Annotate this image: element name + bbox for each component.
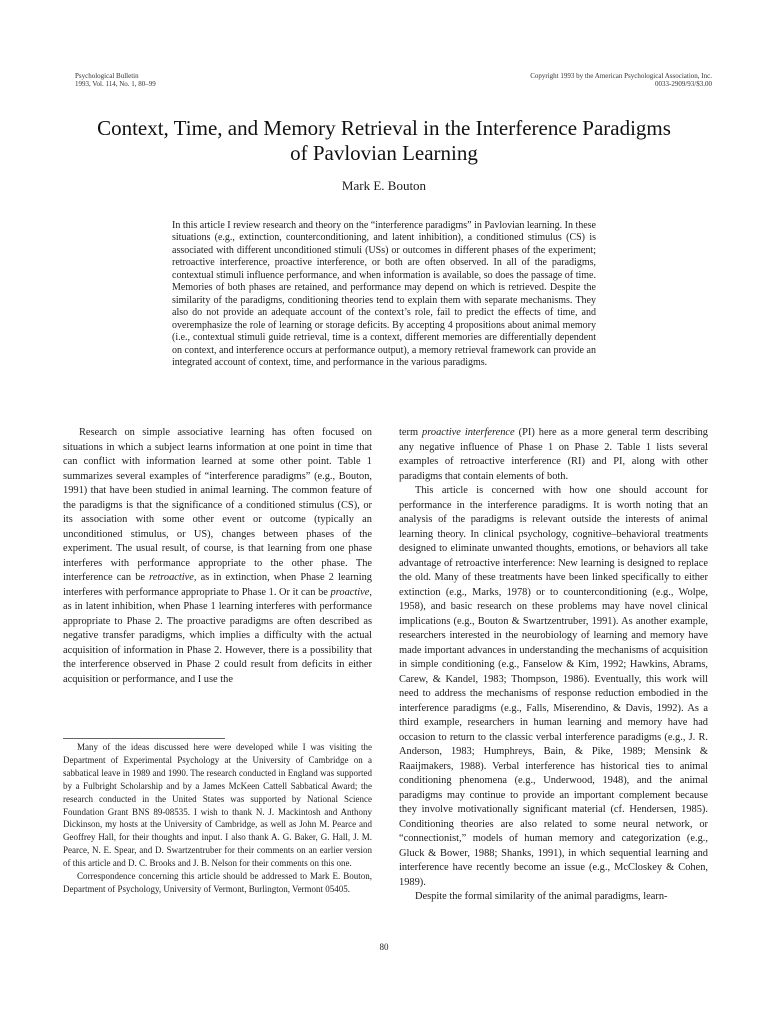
article-title <box>60 116 708 166</box>
text-run: Research on simple associative learning has often focused on situations in which a subject learns information at one point in time that can conflict with information learned at some other point. Table 1 summarizes several examples of “interference paradigms” (e.g., Bouton, 1991) that have been studied in animal learning. The common feature of the paradigms is that the significance of a conditioned stimulus (CS), or its association with some other event or outcome (typically an unconditioned stimulus, or US), changes between phases of the experiment. The usual result, of course, is that learning from one phase interferes with performance appropriate to the other phase. The interference can be <box>63 427 372 583</box>
journal-volume: 1993, Vol. 114, No. 1, 80–99 <box>75 80 156 88</box>
left-paragraph-1 <box>63 426 372 687</box>
italic-term: retroactive, <box>149 572 197 583</box>
text-run: as in extinction, when Phase 2 learning interferes with performance appropriate to Phase 1. Or it can be <box>63 572 372 598</box>
issn-line: 0033-2909/93/$3.00 <box>655 80 712 88</box>
left-column <box>63 426 372 687</box>
italic-term: proactive interference <box>422 427 515 438</box>
right-paragraph-1 <box>399 426 708 484</box>
footnote-divider <box>63 738 225 739</box>
journal-header <box>75 72 156 88</box>
footnote-correspondence: Correspondence concerning this article should be addressed to Mark E. Bouton, Department of Psychology, University of Vermont, Burlington, Vermont 05405. <box>63 871 372 894</box>
page-number: 80 <box>379 942 389 952</box>
copyright-header <box>530 72 712 88</box>
footnote <box>63 741 372 896</box>
right-paragraph-3: Despite the formal similarity of the animal paradigms, learn- <box>415 891 668 902</box>
title-line-1: Context, Time, and Memory Retrieval in the Interference Paradigms <box>97 116 671 140</box>
title-line-2: of Pavlovian Learning <box>290 141 478 165</box>
abstract: In this article I review research and theory on the “interference paradigms” in Pavlovian learning. In these situations (e.g., extinction, counterconditioning, and latent inhibition), a conditioned stimulus (CS) is associated with different unconditioned stimuli (USs) or outcomes in different phases of the experiment; retroactive interference, proactive interference, or both are often observed. In all of the paradigms, contextual stimuli influence performance, and when information is available, so does the passage of time. Memories of both phases are retained, and performance may depend on which is retrieved. Despite the similarity of the paradigms, conditioning theories tend to explain them with separate mechanisms. They also do not provide an adequate account of the context’s role, fail to predict the effects of time, and overemphasize the role of learning or storage deficits. By accepting 4 propositions about animal memory (i.e., contextual stimuli guide retrieval, time is a context, different memories are differentially dependent on context, and interference occurs at performance output), a memory retrieval framework can provide an integrated account of context, time, and performance in the various paradigms. <box>172 220 596 368</box>
footnote-acknowledgments: Many of the ideas discussed here were developed while I was visiting the Department of Experimental Psychology at the University of Cambridge on a sabbatical leave in 1989 and 1990. The research conducted in England was supported by a Fulbright Scholarship and by a James McKeen Cattell Sabbatical Award; the research conducted in the United States was supported by National Science Foundation Grant BNS 89-08535. I wish to thank N. J. Mackintosh and Anthony Dickinson, my hosts at the University of Cambridge, as well as John M. Pearce and Geoffrey Hall, for their thoughts and input. I also thank A. G. Baker, G. Hall, J. M. Pearce, N. E. Spear, and D. Swartzentruber for their comments on an earlier version of this article and D. C. Brooks and J. B. Nelson for their comments on this one. <box>63 742 372 869</box>
italic-term: proactive, <box>330 586 372 598</box>
text-run: (PI) here as a more general term describing any negative influence of Phase 1 on Phase 2. Table 1 lists several examples of retroactive interference (RI) and PI, along with other paradigms that contain elements of both. <box>399 427 708 482</box>
right-column <box>399 426 708 905</box>
author-name: Mark E. Bouton <box>341 178 427 193</box>
journal-name: Psychological Bulletin <box>75 72 139 80</box>
text-run: term <box>399 427 423 438</box>
text-run: as in latent inhibition, when Phase 1 learning interferes with performance appropriate to Phase 2. The proactive paradigms are often described as negative transfer paradigms, which implies a difficulty with the actual acquisition of information in Phase 2. However, there is a possibility that the interference observed in Phase 2 could result from deficits in either acquisition or performance, and I use the <box>63 601 372 685</box>
copyright-line: Copyright 1993 by the American Psychological Association, Inc. <box>530 72 712 80</box>
right-paragraph-2: This article is concerned with how one should account for performance in the interference paradigms. It is worth noting that an analysis of the paradigms is relevant outside the interests of animal learning theory. In clinical psychology, cognitive–behavioral treatments designed to eliminate unwanted thoughts, emotions, or behaviors all take advantage of retroactive interference: New learning is designed to replace the old. Many of these treatments have been linked specifically to either extinction (e.g., Marks, 1978) or to counterconditioning (e.g., Wolpe, 1958), and basic research on these problems may have novel clinical implications (e.g., Bouton & Swartzentruber, 1991). As another example, researchers interested in the neurobiology of learning and memory have made important advances in understanding the mechanisms of acquisition in simple conditioning (e.g., Fanselow & Kim, 1992; Hawkins, Abrams, Carew, & Kandel, 1983; Thompson, 1986). Eventually, this work will need to address the mechanisms of response reduction embodied in the interference paradigms (e.g., Falls, Miserendino, & Davis, 1992). As a third example, researchers in human learning and memory have had occasion to return to the classic verbal interference paradigms (e.g., J. R. Anderson, 1983; Humphreys, Bain, & Pike, 1989; Mensink & Raaijmakers, 1988). Verbal interference has historical ties to animal conditioning phenomena (e.g., Underwood, 1948), and the animal paradigms may continue to provide an important complement because they involve motivationally significant material (cf. Hendersen, 1985). Conditioning theories are also related to some neural network, or “connectionist,” models of human memory and categorization (e.g., Gluck & Bower, 1988; Shanks, 1991), in which sequential learning and interference have recently become an issue (e.g., McCloskey & Cohen, 1989). <box>399 485 708 888</box>
